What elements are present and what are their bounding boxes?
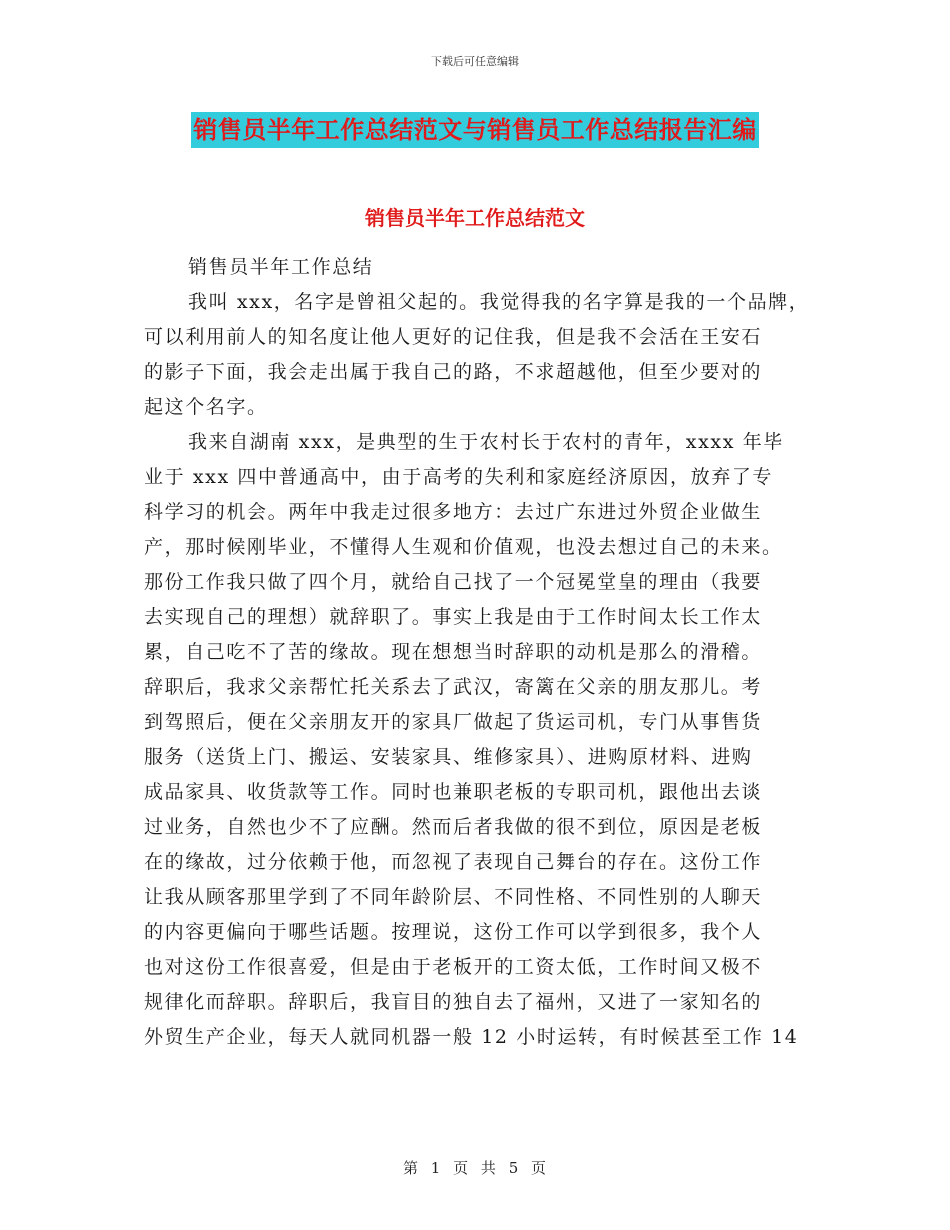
text-line: 的内容更偏向于哪些话题。按理说，这份工作可以学到很多，我个人 [144,921,763,943]
text-line: 到驾照后，便在父亲朋友开的家具厂做起了货运司机，专门从事售货 [144,711,763,733]
text-line: 累，自己吃不了苦的缘故。现在想想当时辞职的动机是那么的滑稽。 [144,641,763,663]
text-line: 我叫 xxx，名字是曾祖父起的。我觉得我的名字算是我的一个品牌， [188,291,810,313]
page-header-note: 下载后可任意编辑 [431,55,519,68]
page-footer [0,1157,950,1178]
text-line: 业于 xxx 四中普通高中，由于高考的失利和家庭经济原因，放弃了专 [144,466,774,488]
text-line: 成品家具、收货款等工作。同时也兼职老板的专职司机，跟他出去谈 [144,781,763,803]
text-line: 产，那时候刚毕业，不懂得人生观和价值观，也没去想过自己的未来。 [144,536,783,558]
footer-total-pages: 5 [508,1159,520,1177]
text-line: 过业务，自然也少不了应酬。然而后者我做的很不到位，原因是老板 [144,816,763,838]
text-line: 在的缘故，过分依赖于他，而忽视了表现自己舞台的存在。这份工作 [144,851,763,873]
text-line: 去实现自己的理想）就辞职了。事实上我是由于工作时间太长工作太 [144,606,763,628]
text-line: 让我从顾客那里学到了不同年龄阶层、不同性格、不同性别的人聊天 [144,886,763,908]
main-title: 销售员半年工作总结范文与销售员工作总结报告汇编 [191,112,759,148]
footer-label-unit2: 页 [531,1159,548,1177]
section-title: 销售员半年工作总结范文 [365,206,585,230]
main-title-container [0,112,950,148]
footer-current-page: 1 [430,1159,442,1177]
text-line: 起这个名字。 [144,396,268,418]
text-line: 科学习的机会。两年中我走过很多地方：去过广东进过外贸企业做生 [144,501,763,523]
footer-label-unit: 页 [453,1159,470,1177]
text-line: 服务（送货上门、搬运、安装家具、维修家具）、进购原材料、进购 [144,746,753,768]
text-line: 规律化而辞职。辞职后，我盲目的独自去了福州，又进了一家知名的 [144,991,763,1013]
text-line: 我来自湖南 xxx，是典型的生于农村长于农村的青年，xxxx 年毕 [188,431,784,453]
text-line: 可以利用前人的知名度让他人更好的记住我，但是我不会活在王安石 [144,326,763,348]
document-body [144,250,814,1055]
paragraph-heading: 销售员半年工作总结 [188,256,374,278]
text-line: 外贸生产企业，每天人就同机器一般 12 小时运转，有时候甚至工作 14 [144,1026,799,1048]
text-line: 也对这份工作很喜爱，但是由于老板开的工资太低，工作时间又极不 [144,956,763,978]
footer-label-page: 第 [402,1159,419,1177]
text-line: 的影子下面，我会走出属于我自己的路，不求超越他，但至少要对的 [144,361,763,383]
text-line: 那份工作我只做了四个月，就给自己找了一个冠冕堂皇的理由（我要 [144,571,763,593]
text-line: 辞职后，我求父亲帮忙托关系去了武汉，寄篱在父亲的朋友那儿。考 [144,676,763,698]
footer-label-total: 共 [480,1159,497,1177]
